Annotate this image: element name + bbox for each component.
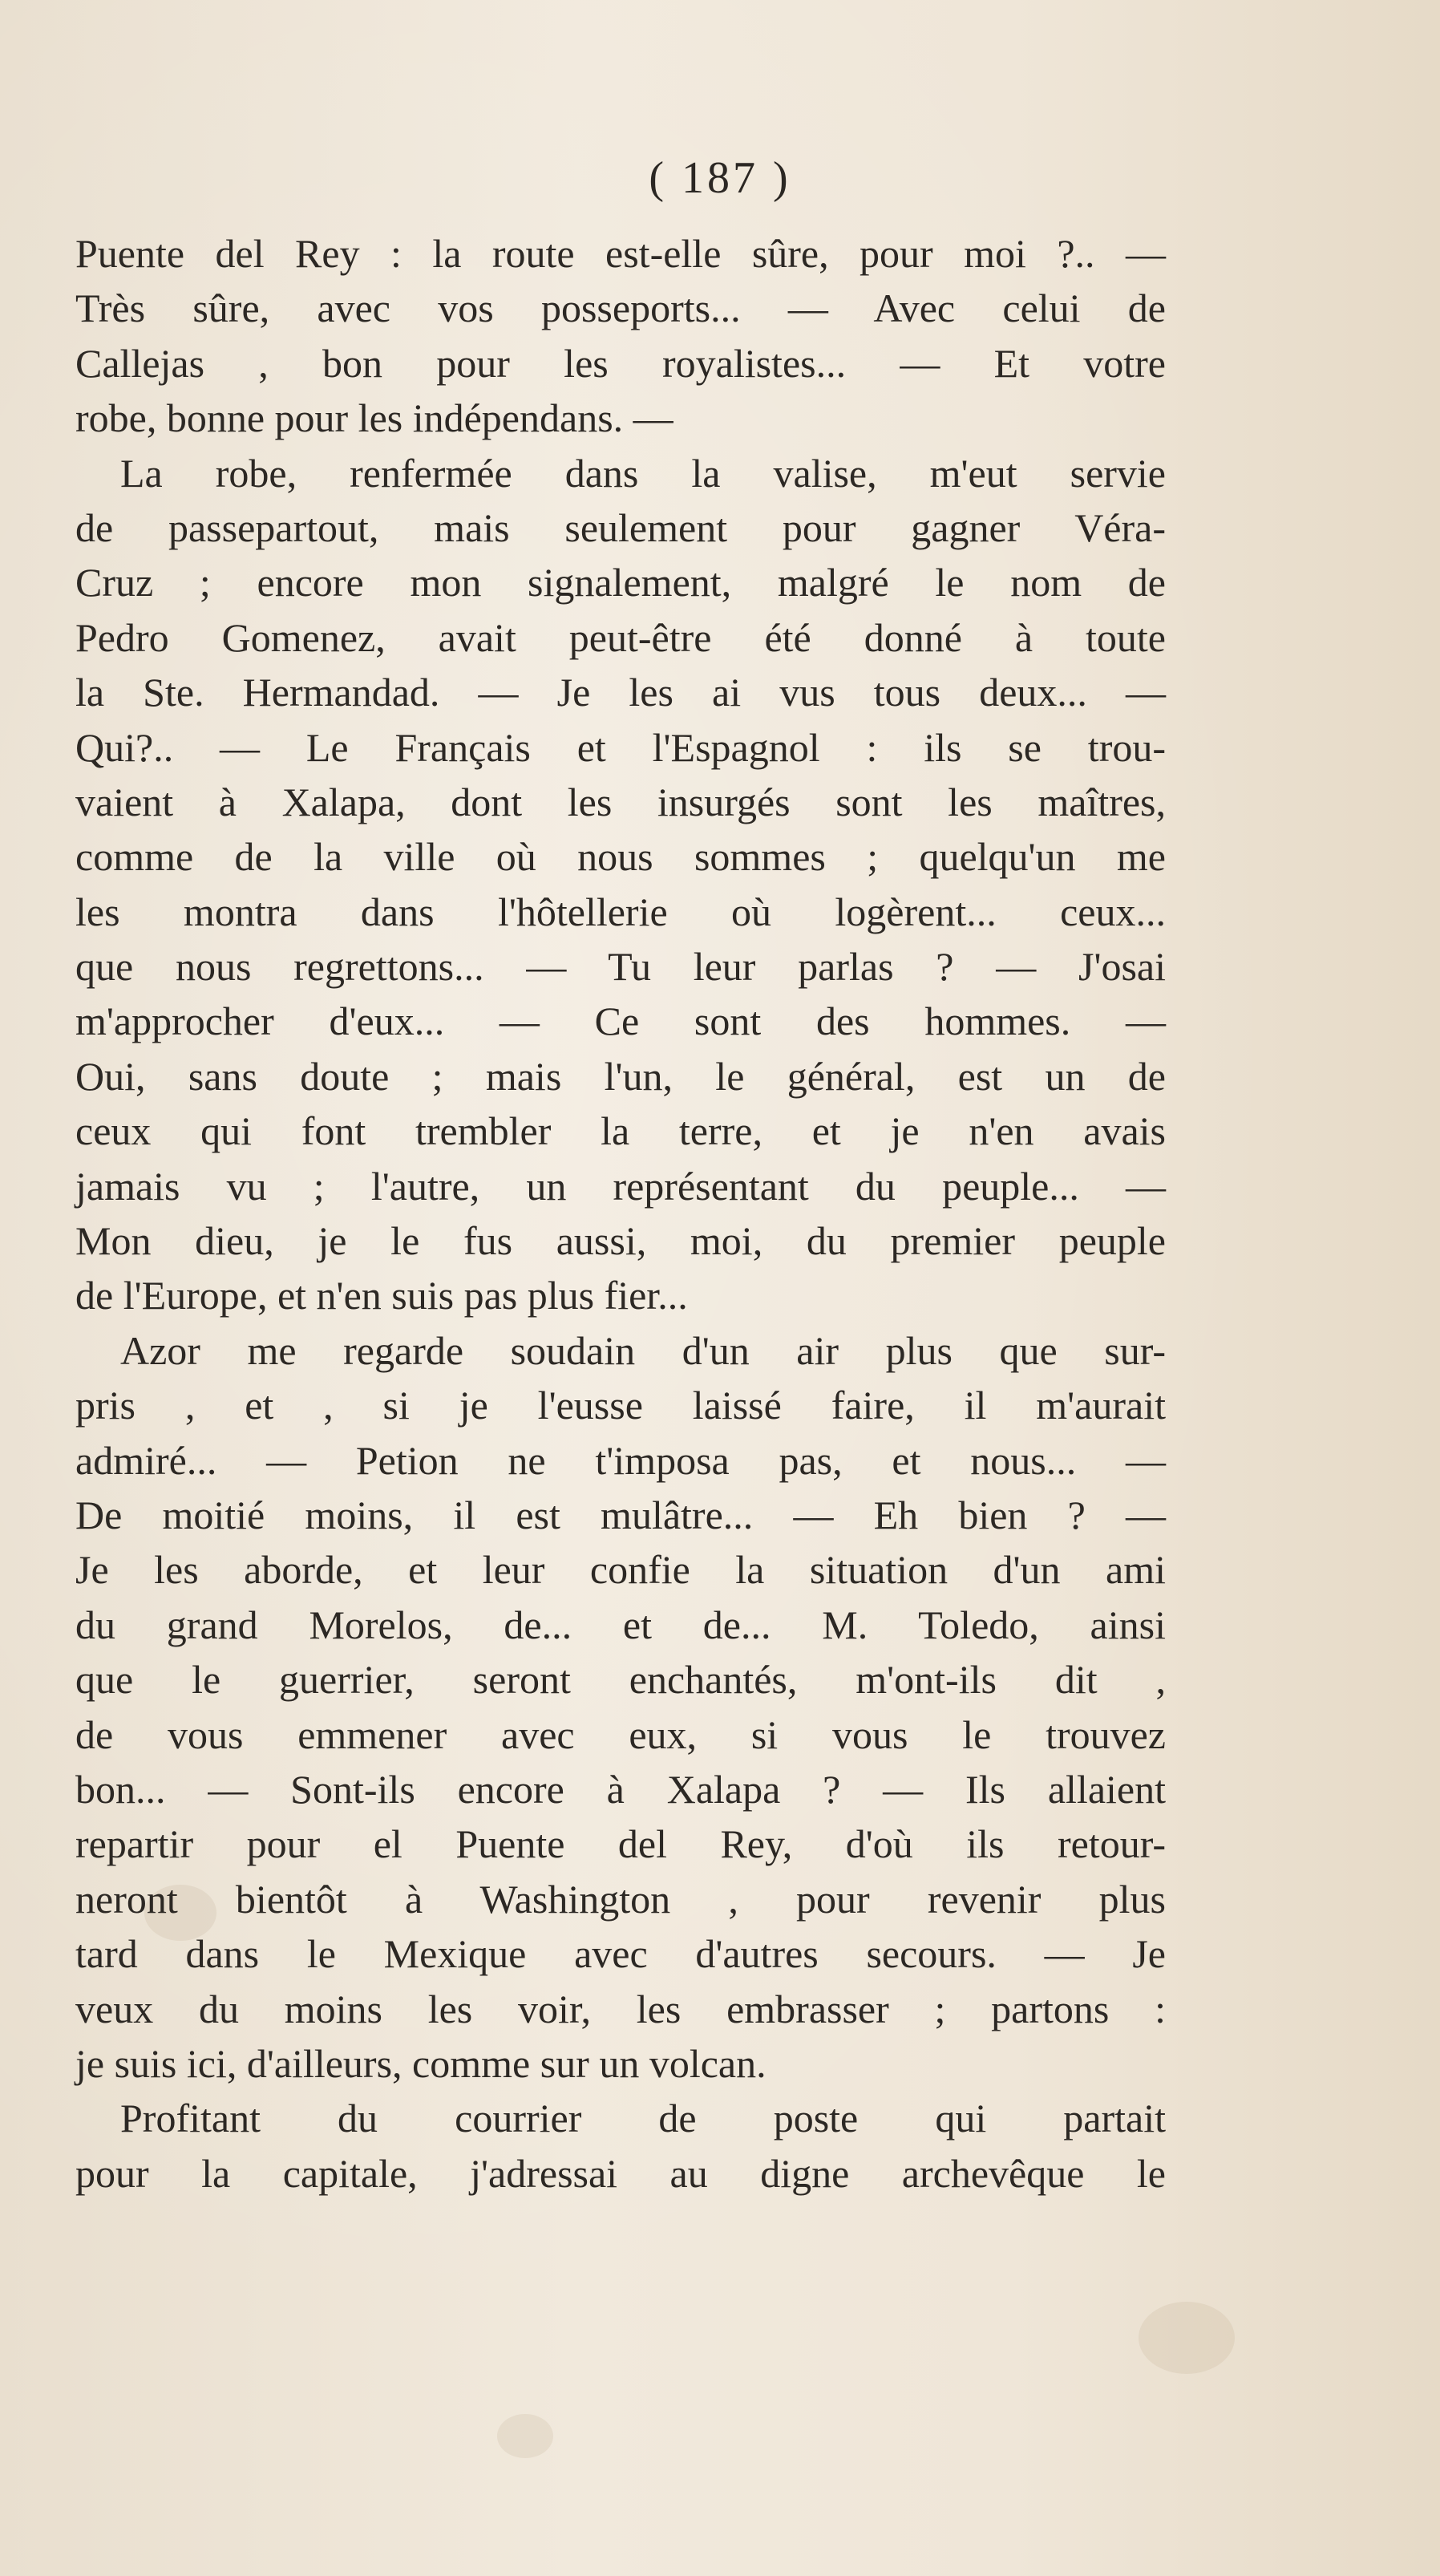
text-line: du grand Morelos, de... et de... M. Toledo, ainsi [75,1602,1166,1647]
paragraph-3 [75,1323,1166,2091]
text-line: neront bientôt à Washington , pour revenir plus [75,1876,1166,1922]
text-line: de l'Europe, et n'en suis pas plus fier... [75,1273,688,1318]
page-number: ( 187 ) [649,153,791,203]
text-line: La robe, renfermée dans la valise, m'eut servie [120,450,1166,496]
text-line: Callejas , bon pour les royalistes... — Et votre [75,340,1166,386]
text-line: je suis ici, d'ailleurs, comme sur un volcan. [75,2040,767,2086]
text-line: de passepartout, mais seulement pour gagner Véra- [75,504,1166,550]
text-line: veux du moins les voir, les embrasser ; partons : [75,1986,1166,2031]
text-line: Puente del Rey : la route est-elle sûre, pour moi ?.. — [75,231,1166,276]
text-line: Mon dieu, je le fus aussi, moi, du premier peuple [75,1218,1166,1264]
paper-stain [497,2414,553,2458]
text-line: bon... — Sont-ils encore à Xalapa ? — Ils allaient [75,1766,1166,1812]
text-line: ceux qui font trembler la terre, et je n'en avais [75,1108,1166,1154]
text-line: Pedro Gomenez, avait peut-être été donné à toute [75,614,1166,660]
text-line: Oui, sans doute ; mais l'un, le général, est un de [75,1053,1166,1099]
text-line: tard dans le Mexique avec d'autres secours. — Je [75,1931,1166,1977]
paper-stain [1139,2302,1235,2374]
text-line: repartir pour el Puente del Rey, d'où ils retour- [75,1821,1166,1867]
text-line: De moitié moins, il est mulâtre... — Eh bien ? — [75,1492,1166,1537]
text-line: Profitant du courrier de poste qui partait [120,2096,1166,2141]
text-line: la Ste. Hermandad. — Je les ai vus tous deux... — [75,670,1166,715]
paragraph-1 [75,226,1166,446]
text-line: Qui?.. — Le Français et l'Espagnol : ils se trou- [75,724,1166,770]
paragraph-4 [75,2091,1166,2201]
text-line: Azor me regarde soudain d'un air plus que sur- [120,1327,1166,1373]
text-line: robe, bonne pour les indépendans. — [75,395,673,441]
text-line: pour la capitale, j'adressai au digne archevêque le [75,2150,1166,2196]
paragraph-2 [75,446,1166,1323]
text-line: que le guerrier, seront enchantés, m'ont-ils dit , [75,1657,1166,1703]
text-line: vaient à Xalapa, dont les insurgés sont les maîtres, [75,779,1166,824]
text-line: que nous regrettons... — Tu leur parlas ? — J'osai [75,944,1166,990]
text-line: Très sûre, avec vos posseports... — Avec celui de [75,286,1166,331]
text-line: jamais vu ; l'autre, un représentant du peuple... — [75,1163,1166,1209]
text-line: les montra dans l'hôtellerie où logèrent... ceux... [75,889,1166,934]
body-text [75,226,1166,2201]
text-line: m'approcher d'eux... — Ce sont des hommes. — [75,998,1166,1044]
text-line: pris , et , si je l'eusse laissé faire, il m'aurait [75,1383,1166,1428]
text-line: de vous emmener avec eux, si vous le trouvez [75,1711,1166,1757]
text-line: Je les aborde, et leur confie la situation d'un ami [75,1547,1166,1593]
text-line: comme de la ville où nous sommes ; quelqu'un me [75,834,1166,880]
text-line: Cruz ; encore mon signalement, malgré le nom de [75,560,1166,606]
text-line: admiré... — Petion ne t'imposa pas, et nous... — [75,1437,1166,1483]
